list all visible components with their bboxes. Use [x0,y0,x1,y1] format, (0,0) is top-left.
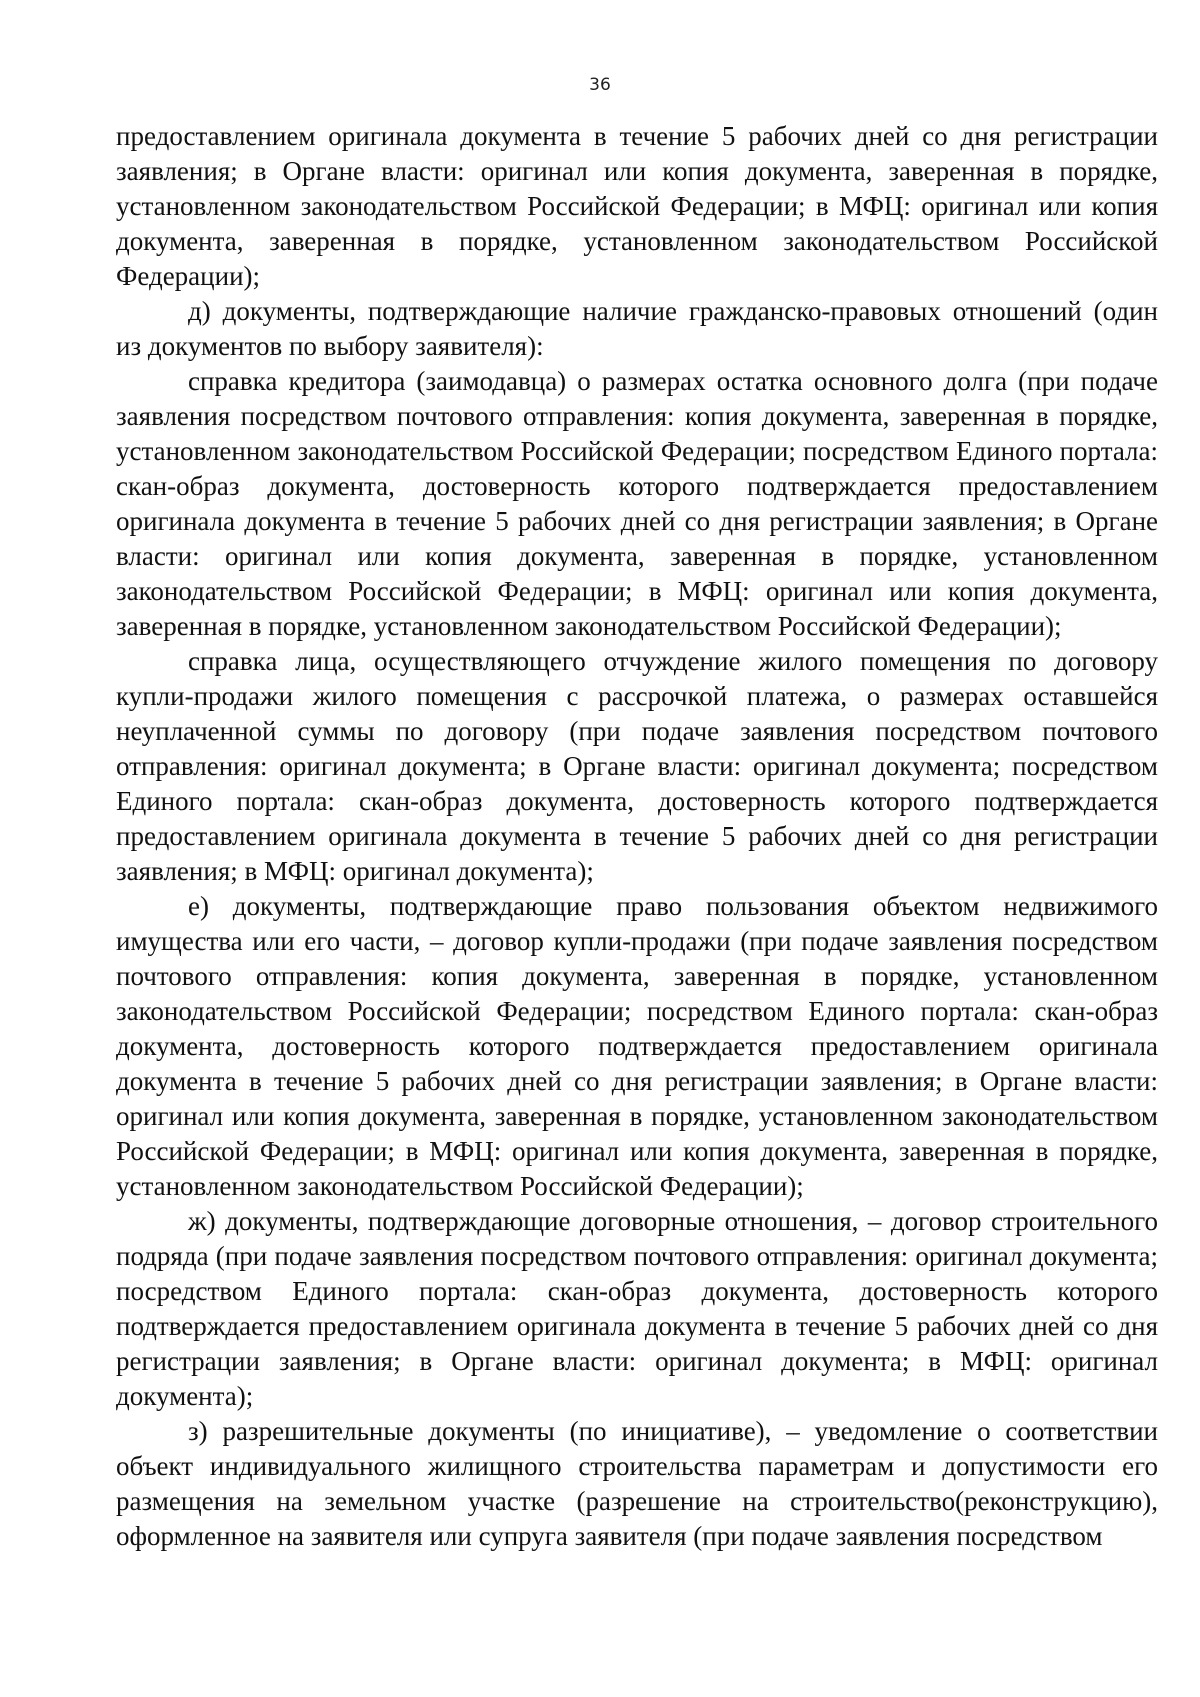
paragraph-item-d: д) документы, подтверждающие наличие гражданско-правовых отношений (один из документов по выбору заявителя): [116,296,1158,361]
body-text [116,119,1158,1554]
paragraph-item-e: е) документы, подтверждающие право пользования объектом недвижимого имущества или его части, – договор купли-продажи (при подаче заявления посредством почтового отправления: копия документа, заверенная в порядке, установленном законодательством Российской Федерации; посредством Единого портала: скан-образ документа, достоверность которого подтверждается предоставлением оригинала документа в течение 5 рабочих дней со дня регистрации заявления; в Органе власти: оригинал или копия документа, заверенная в порядке, установленном законодательством Российской Федерации; в МФЦ: оригинал или копия документа, заверенная в порядке, установленном законодательством Российской Федерации); [116,891,1158,1201]
paragraph-seller-certificate: справка лица, осуществляющего отчуждение жилого помещения по договору купли-продажи жилого помещения с рассрочкой платежа, о размерах оставшейся неуплаченной суммы по договору (при подаче заявления посредством почтового отправления: оригинал документа; в Органе власти: оригинал документа; посредством Единого портала: скан-образ документа, достоверность которого подтверждается предоставлением оригинала документа в течение 5 рабочих дней со дня регистрации заявления; в МФЦ: оригинал документа); [116,646,1158,886]
paragraph-item-zh: ж) документы, подтверждающие договорные отношения, – договор строительного подряда (при подаче заявления посредством почтового отправления: оригинал документа; посредством Единого портала: скан-образ документа, достоверность которого подтверждается предоставлением оригинала документа в течение 5 рабочих дней со дня регистрации заявления; в Органе власти: оригинал документа; в МФЦ: оригинал документа); [116,1206,1158,1411]
paragraph-creditor-certificate: справка кредитора (заимодавца) о размерах остатка основного долга (при подаче заявления посредством почтового отправления: копия документа, заверенная в порядке, установленном законодательством Российской Федерации; посредством Единого портала: скан-образ документа, достоверность которого подтверждается предоставлением оригинала документа в течение 5 рабочих дней со дня регистрации заявления; в Органе власти: оригинал или копия документа, заверенная в порядке, установленном законодательством Российской Федерации; в МФЦ: оригинал или копия документа, заверенная в порядке, установленном законодательством Российской Федерации); [116,366,1158,641]
paragraph-item-z: з) разрешительные документы (по инициативе), – уведомление о соответствии объект индивидуального жилищного строительства параметрам и допустимости его размещения на земельном участке (разрешение на строительство(реконструкцию), оформленное на заявителя или супруга заявителя (при подаче заявления посредством [116,1416,1158,1551]
page-number: 36 [589,75,611,95]
paragraph-continuation: предоставлением оригинала документа в течение 5 рабочих дней со дня регистрации заявления; в Органе власти: оригинал или копия документа, заверенная в порядке, установленном законодательством Российской Федерации; в МФЦ: оригинал или копия документа, заверенная в порядке, установленном законодательством Российской Федерации); [116,121,1158,291]
